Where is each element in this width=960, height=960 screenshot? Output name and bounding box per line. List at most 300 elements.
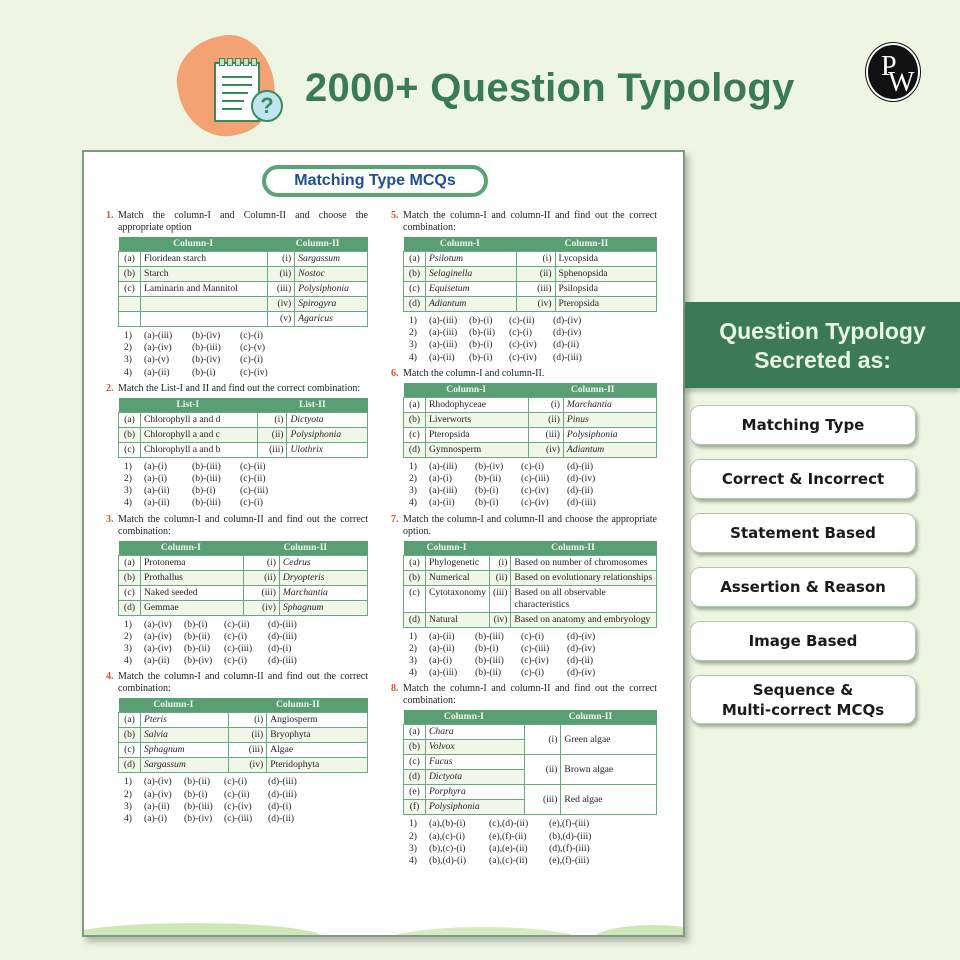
table-row: [119, 412, 368, 427]
row-label: (d): [119, 758, 141, 773]
option-pair: (e),(f)-(iii): [549, 855, 590, 867]
option-pair: (a)-(iv): [144, 788, 172, 800]
question-text: Match the column-I and column-II and find out the correct combination:: [118, 513, 368, 537]
column-2-value: Polysiphonia: [295, 282, 368, 297]
question-text: Match the column-I and column-II and find out the correct combination:: [403, 210, 657, 233]
logo-letter-w: W: [888, 67, 915, 98]
column-1-value: Chara: [426, 725, 525, 740]
row-label: (c): [119, 442, 141, 457]
row-label: (b): [404, 740, 426, 755]
answer-option[interactable]: [409, 497, 657, 509]
column-1-value: Naked seeded: [141, 585, 244, 600]
question-4: [106, 671, 368, 825]
column-1-value: Gemmae: [141, 600, 244, 615]
column-2-value: Dictyota: [287, 412, 368, 427]
question-text-row: [106, 671, 368, 695]
option-pair: (d)-(iii): [268, 776, 297, 788]
column-2-value: Sphenopsida: [555, 267, 656, 282]
option-pair: (d)-(iii): [553, 351, 582, 363]
option-pair: (a)-(i): [429, 655, 452, 667]
row-label: (c): [404, 282, 426, 297]
table-row: [404, 585, 657, 612]
answer-options: [409, 818, 657, 867]
option-pair: (a)-(iii): [429, 460, 458, 472]
row-label: (d): [119, 600, 141, 615]
column-2-value: Pinus: [563, 412, 656, 427]
decorative-wave: [593, 925, 685, 937]
table-row: [119, 297, 368, 312]
option-pair: (d)-(i): [268, 800, 292, 812]
row-roman-label: (i): [524, 725, 561, 755]
option-pair: (d)-(iii): [567, 497, 596, 509]
column-1-header: List-I: [119, 398, 258, 413]
option-pair: (b)-(i): [469, 315, 493, 326]
column-2-value: Based on anatomy and embryology: [511, 612, 657, 627]
row-label: [119, 312, 141, 327]
column-1-value: Sargassum: [141, 758, 229, 773]
option-pair: (d)-(ii): [268, 813, 295, 825]
table-row: [404, 442, 657, 457]
answer-option[interactable]: [409, 485, 657, 497]
option-pair: (c)-(i): [224, 630, 247, 642]
column-1-value: Pteris: [141, 713, 229, 728]
decorative-wave: [82, 923, 324, 937]
row-label: (f): [404, 800, 426, 815]
answer-option[interactable]: [409, 339, 657, 351]
option-pair: (a)-(iii): [429, 667, 458, 679]
table-row: [119, 600, 368, 615]
column-1-header: Column-I: [404, 710, 525, 725]
option-pair: (b)-(iv): [192, 354, 221, 366]
option-pair: (a)-(ii): [429, 497, 455, 509]
option-pair: (a)-(i): [144, 473, 167, 485]
option-number: 3): [409, 842, 417, 854]
row-label: (b): [404, 570, 426, 585]
column-2-header: Column-II: [268, 237, 368, 252]
row-roman-label: (iii): [490, 585, 511, 612]
row-roman-label: (iii): [243, 585, 279, 600]
option-number: 2): [409, 642, 417, 654]
table-row: [119, 555, 368, 570]
option-pair: (c)-(i): [224, 655, 247, 667]
column-1-value: Chlorophyll a and c: [141, 427, 258, 442]
table-header-row: [404, 710, 657, 725]
row-label: (c): [119, 282, 141, 297]
answer-option[interactable]: [409, 843, 657, 855]
option-number: 4): [409, 351, 417, 363]
option-pair: (b)-(ii): [475, 473, 502, 485]
table-row: [404, 297, 657, 312]
question-1: [106, 210, 368, 379]
answer-option[interactable]: [409, 473, 657, 485]
answer-options: [409, 315, 657, 364]
option-pair: (a),(c)-(ii): [489, 855, 528, 867]
row-roman-label: (ii): [257, 427, 287, 442]
option-number: 3): [124, 643, 132, 655]
tag-label: Assertion & Reason: [720, 578, 886, 596]
table-header-row: [404, 237, 657, 252]
row-label: (d): [404, 297, 426, 312]
column-2-value: Ulothrix: [287, 442, 368, 457]
option-number: 4): [124, 813, 132, 825]
answer-option[interactable]: [124, 485, 368, 497]
tag-image-based[interactable]: [690, 621, 916, 661]
column-2-value: Bryophyta: [267, 728, 368, 743]
question-number: 8.: [391, 683, 399, 695]
column-2-value: Based on number of chromosomes: [511, 555, 657, 570]
option-pair: (c)-(iv): [240, 366, 268, 378]
column-2-value: Marchantia: [563, 397, 656, 412]
answer-option[interactable]: [124, 473, 368, 485]
option-number: 1): [124, 776, 132, 788]
option-pair: (a)-(iv): [144, 643, 172, 655]
question-mark-icon: ?: [251, 90, 283, 122]
option-pair: (b),(d)-(iii): [549, 830, 592, 842]
option-pair: (a),(e)-(ii): [489, 842, 528, 854]
option-number: 3): [124, 485, 132, 497]
column-1-value: Gymnosperm: [426, 442, 529, 457]
tag-sequence-multicorrect[interactable]: [690, 675, 916, 724]
column-1-header: Column-I: [119, 541, 244, 556]
option-pair: (b)-(iii): [475, 655, 504, 667]
option-pair: (c)-(i): [521, 630, 544, 642]
row-roman-label: (v): [268, 312, 295, 327]
tag-label: Correct & Incorrect: [721, 470, 885, 488]
table-row: [119, 282, 368, 297]
option-pair: (c)-(i): [509, 327, 532, 339]
option-number: 4): [124, 655, 132, 667]
tag-assertion-reason[interactable]: [690, 567, 916, 607]
row-label: (a): [404, 397, 426, 412]
option-pair: (c)-(i): [240, 354, 263, 366]
option-pair: (c)-(i): [240, 497, 263, 509]
answer-option[interactable]: [409, 327, 657, 339]
option-pair: (d)-(ii): [567, 460, 594, 472]
option-pair: (a)-(i): [429, 473, 452, 485]
answer-option[interactable]: [409, 352, 657, 364]
row-label: (c): [404, 755, 426, 770]
option-pair: (d)-(ii): [567, 485, 594, 497]
option-pair: (c)-(i): [240, 330, 263, 341]
option-pair: (c)-(ii): [240, 460, 266, 472]
column-1-value: Pteropsida: [426, 427, 529, 442]
row-roman-label: (iv): [516, 297, 555, 312]
option-number: 4): [124, 497, 132, 509]
question-text: Match the List-I and II and find out the correct combination:: [118, 382, 361, 394]
option-pair: (b)-(iv): [184, 655, 213, 667]
row-roman-label: (iii): [516, 282, 555, 297]
match-table: [118, 698, 368, 773]
answer-option[interactable]: [124, 643, 368, 655]
column-1-value: Adiantum: [426, 297, 517, 312]
column-1-value: Liverworts: [426, 412, 529, 427]
option-pair: (a)-(ii): [144, 497, 170, 509]
row-roman-label: (i): [228, 713, 266, 728]
question-text-row: [106, 514, 368, 538]
answer-option[interactable]: [409, 315, 657, 327]
row-label: (d): [404, 770, 426, 785]
option-pair: (c)-(iii): [224, 813, 253, 825]
row-label: (c): [404, 427, 426, 442]
option-pair: (d)-(ii): [553, 339, 580, 351]
option-pair: (c)-(iv): [509, 339, 537, 351]
banner-line-1: Question Typology: [719, 318, 926, 344]
column-1-value: Prothallus: [141, 570, 244, 585]
column-2-value: Psilopsida: [555, 282, 656, 297]
match-table: [118, 237, 368, 327]
column-2-value: Polysiphonia: [563, 427, 656, 442]
decorative-wave: [384, 927, 584, 937]
option-pair: (c)-(iii): [521, 473, 550, 485]
option-pair: (d)-(ii): [567, 655, 594, 667]
answer-option[interactable]: [409, 461, 657, 473]
option-pair: (a),(b)-(i): [429, 818, 466, 830]
option-pair: (a)-(iii): [429, 339, 458, 351]
answer-option[interactable]: [124, 619, 368, 631]
option-pair: (a)-(ii): [144, 655, 170, 667]
option-pair: (b)-(iii): [475, 630, 504, 642]
table-row: [119, 267, 368, 282]
column-2-value: Cedrus: [279, 555, 367, 570]
row-label: (d): [404, 442, 426, 457]
option-pair: (b)-(iv): [192, 330, 221, 341]
option-pair: (a)-(iv): [144, 630, 172, 642]
column-1-value: Rhodophyceae: [426, 397, 529, 412]
tag-label-line2: Multi-correct MCQs: [721, 700, 885, 719]
question-text-row: [391, 514, 657, 538]
match-table: [403, 237, 657, 312]
table-row: [119, 427, 368, 442]
answer-option[interactable]: [124, 461, 368, 473]
column-1-value: Selaginella: [426, 267, 517, 282]
table-row: [119, 713, 368, 728]
option-pair: (c)-(iv): [521, 655, 549, 667]
row-roman-label: (i): [516, 252, 555, 267]
column-2-value: Green algae: [561, 725, 657, 755]
table-row: [119, 585, 368, 600]
column-1-value: Dictyota: [426, 770, 525, 785]
option-pair: (d)-(iii): [268, 618, 297, 630]
option-pair: (b)-(ii): [184, 630, 211, 642]
row-label: (c): [119, 585, 141, 600]
question-7: [391, 514, 657, 680]
page-title: 2000+ Question Typology: [305, 66, 795, 110]
logo-letter-p: P: [881, 51, 897, 82]
option-pair: (c)-(iv): [521, 497, 549, 509]
row-roman-label: (iv): [228, 758, 266, 773]
row-roman-label: (ii): [490, 570, 511, 585]
option-pair: (c)-(ii): [224, 618, 250, 630]
column-2-header: Column-II: [243, 541, 367, 556]
left-column: [106, 210, 368, 829]
tag-statement-based[interactable]: [690, 513, 916, 553]
option-pair: (b)-(iii): [192, 460, 221, 472]
option-pair: (d)-(iv): [553, 315, 582, 326]
table-row: [119, 252, 368, 267]
column-2-value: Brown algae: [561, 755, 657, 785]
option-pair: (c)-(iii): [224, 643, 253, 655]
option-pair: (c)-(iv): [224, 800, 252, 812]
answer-option[interactable]: [124, 497, 368, 509]
row-label: (a): [404, 555, 426, 570]
tag-label: Sequence &: [752, 680, 854, 699]
row-roman-label: (iii): [529, 427, 564, 442]
row-roman-label: (i): [257, 412, 287, 427]
option-pair: (b)-(iii): [192, 497, 221, 509]
row-label: (a): [119, 252, 141, 267]
answer-option[interactable]: [409, 655, 657, 667]
answer-option[interactable]: [409, 643, 657, 655]
question-text: Match the column-I and column-II and find out the correct combination:: [403, 683, 657, 707]
row-roman-label: (ii): [516, 267, 555, 282]
answer-option[interactable]: [124, 776, 368, 788]
answer-option[interactable]: [124, 655, 368, 667]
option-number: 3): [124, 354, 132, 366]
option-pair: (b),(d)-(i): [429, 855, 467, 867]
row-label: (b): [119, 570, 141, 585]
option-pair: (d)-(iv): [567, 667, 596, 679]
option-number: 4): [409, 855, 417, 867]
answer-option[interactable]: [409, 855, 657, 867]
answer-option[interactable]: [124, 813, 368, 825]
table-row: [404, 725, 657, 740]
option-pair: (d)-(i): [268, 643, 292, 655]
table-row: [404, 427, 657, 442]
option-pair: (a)-(ii): [144, 800, 170, 812]
column-1-value: Chlorophyll a and b: [141, 442, 258, 457]
column-2-header: Column-II: [524, 710, 656, 725]
answer-option[interactable]: [124, 342, 368, 354]
tag-matching-type[interactable]: [690, 405, 916, 445]
column-1-value: Numerical: [426, 570, 490, 585]
option-pair: (b)-(i): [469, 351, 493, 363]
option-number: 3): [409, 339, 417, 351]
column-2-value: Agaricus: [295, 312, 368, 327]
option-pair: (b)-(iii): [192, 473, 221, 485]
column-1-value: Equisetum: [426, 282, 517, 297]
column-1-value: Sphagnum: [141, 743, 229, 758]
column-1-value: Psilotum: [426, 252, 517, 267]
option-pair: (b)-(iv): [184, 813, 213, 825]
column-1-value: Phylogenetic: [426, 555, 490, 570]
question-number: 5.: [391, 210, 399, 221]
option-number: 2): [124, 630, 132, 642]
tag-correct-incorrect[interactable]: [690, 459, 916, 499]
question-text-row: [391, 683, 657, 707]
option-pair: (a)-(iii): [429, 315, 458, 326]
answer-option[interactable]: [124, 631, 368, 643]
answer-option[interactable]: [124, 330, 368, 342]
option-pair: (a)-(ii): [144, 485, 170, 497]
table-header-row: [119, 541, 368, 556]
row-roman-label: (i): [268, 252, 295, 267]
answer-option[interactable]: [409, 831, 657, 843]
column-1-value: Laminarin and Mannitol: [141, 282, 268, 297]
column-2-header: Column-II: [228, 698, 367, 713]
option-pair: (e),(f)-(ii): [489, 830, 527, 842]
option-pair: (a),(c)-(i): [429, 830, 465, 842]
row-label: (c): [404, 585, 426, 612]
row-label: (a): [404, 252, 426, 267]
option-number: 3): [409, 485, 417, 497]
answer-option[interactable]: [124, 801, 368, 813]
option-number: 1): [124, 618, 132, 630]
row-roman-label: (i): [529, 397, 564, 412]
column-1-header: Column-I: [404, 383, 529, 398]
answer-option[interactable]: [124, 367, 368, 379]
column-2-value: Spirogyra: [295, 297, 368, 312]
option-number: 2): [124, 342, 132, 354]
table-row: [404, 282, 657, 297]
option-pair: (a)-(ii): [429, 642, 455, 654]
pw-logo-icon[interactable]: [866, 43, 920, 101]
option-number: 2): [409, 830, 417, 842]
row-label: (a): [404, 725, 426, 740]
column-1-header: Column-I: [119, 698, 229, 713]
option-pair: (c)-(ii): [224, 788, 250, 800]
column-2-value: Algae: [267, 743, 368, 758]
option-pair: (d)-(iii): [268, 788, 297, 800]
column-2-value: Nostoc: [295, 267, 368, 282]
question-3: [106, 514, 368, 668]
row-roman-label: (ii): [228, 728, 266, 743]
table-row: [119, 570, 368, 585]
option-number: 4): [409, 667, 417, 679]
row-roman-label: (ii): [243, 570, 279, 585]
column-2-value: Based on evolutionary relationships: [511, 570, 657, 585]
question-6: [391, 368, 657, 510]
match-table: [403, 383, 657, 458]
question-text: Match the column-I and column-II and find out the correct combination:: [118, 671, 368, 695]
option-pair: (a)-(iii): [144, 330, 173, 341]
answer-option[interactable]: [409, 667, 657, 679]
match-table: [403, 541, 657, 628]
answer-option[interactable]: [124, 789, 368, 801]
table-row: [119, 442, 368, 457]
row-roman-label: (ii): [268, 267, 295, 282]
table-row: [404, 612, 657, 627]
column-1-value: Floridean starch: [141, 252, 268, 267]
column-1-value: Starch: [141, 267, 268, 282]
option-pair: (a)-(v): [144, 354, 170, 366]
answer-options: [124, 619, 368, 668]
row-roman-label: (iv): [490, 612, 511, 627]
question-number: 1.: [106, 210, 114, 221]
option-number: 2): [409, 473, 417, 485]
column-1-value: Natural: [426, 612, 490, 627]
row-label: (b): [119, 267, 141, 282]
column-1-value: Polysiphonia: [426, 800, 525, 815]
option-pair: (c)-(iv): [521, 485, 549, 497]
column-1-header: Column-I: [404, 541, 490, 556]
column-1-value: Protonema: [141, 555, 244, 570]
column-1-value: Cytotaxonomy: [426, 585, 490, 612]
option-pair: (d)-(iv): [567, 473, 596, 485]
option-pair: (c)-(i): [224, 776, 247, 788]
option-number: 1): [409, 460, 417, 472]
answer-option[interactable]: [409, 631, 657, 643]
row-roman-label: (iii): [257, 442, 287, 457]
option-pair: (b)-(i): [184, 618, 208, 630]
row-label: (b): [404, 267, 426, 282]
option-pair: (b)-(i): [475, 485, 499, 497]
row-label: (a): [119, 713, 141, 728]
answer-options: [124, 776, 368, 825]
answer-option[interactable]: [409, 818, 657, 830]
answer-option[interactable]: [124, 354, 368, 366]
row-label: (e): [404, 785, 426, 800]
table-row: [404, 785, 657, 800]
